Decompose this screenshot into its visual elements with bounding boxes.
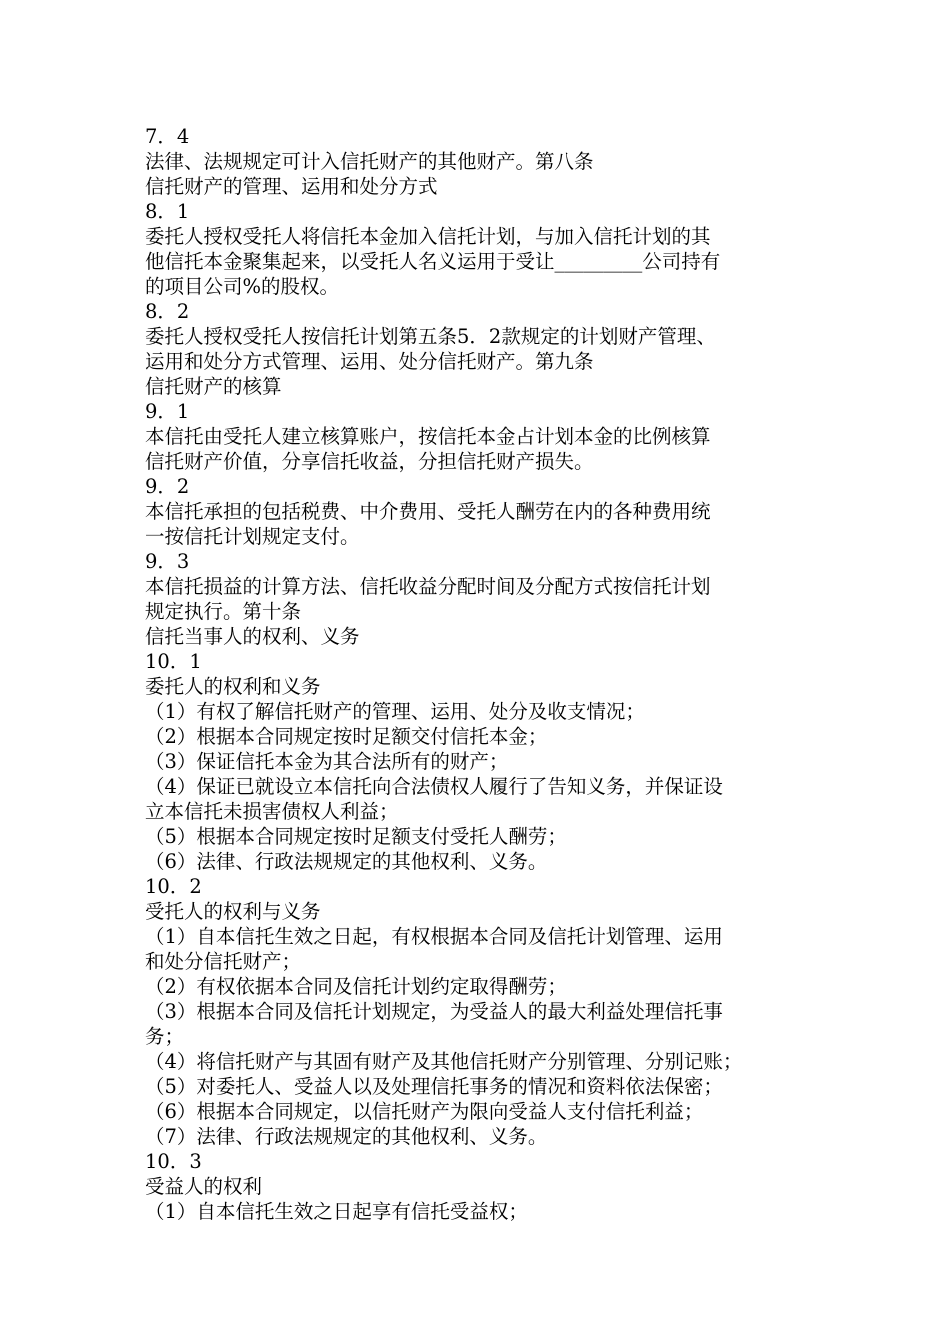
text-line: 本信托由受托人建立核算账户，按信托本金占计划本金的比例核算 xyxy=(145,425,711,448)
subsection-heading: 受益人的权利 xyxy=(145,1175,263,1198)
list-item: （5）根据本合同规定按时足额支付受托人酬劳； xyxy=(145,825,567,848)
list-item: 立本信托未损害债权人利益； xyxy=(145,800,399,823)
list-item: （1）自本信托生效之日起，有权根据本合同及信托计划管理、运用 xyxy=(145,925,723,948)
text-line: 委托人授权受托人按信托计划第五条5．2款规定的计划财产管理、 xyxy=(145,325,716,348)
section-heading: 信托财产的管理、运用和处分方式 xyxy=(145,175,438,198)
text-line: 规定执行。第十条 xyxy=(145,600,302,623)
clause-number: 8．1 xyxy=(145,200,190,223)
text-line: 信托财产价值，分享信托收益，分担信托财产损失。 xyxy=(145,450,594,473)
clause-number: 9．2 xyxy=(145,475,190,498)
clause-number: 8．2 xyxy=(145,300,190,323)
list-item: （1）有权了解信托财产的管理、运用、处分及收支情况； xyxy=(145,700,645,723)
clause-number: 7．4 xyxy=(145,125,190,148)
text-line: 他信托本金聚集起来，以受托人名义运用于受让_________公司持有 xyxy=(145,250,721,273)
list-item: 和处分信托财产； xyxy=(145,950,302,973)
list-item: （2）根据本合同规定按时足额交付信托本金； xyxy=(145,725,548,748)
document-page xyxy=(145,124,825,1224)
list-item: （2）有权依据本合同及信托计划约定取得酬劳； xyxy=(145,975,567,998)
list-item: （3）保证信托本金为其合法所有的财产； xyxy=(145,750,509,773)
clause-number: 9．1 xyxy=(145,400,190,423)
subsection-heading: 受托人的权利与义务 xyxy=(145,900,321,923)
list-item: （6）根据本合同规定，以信托财产为限向受益人支付信托利益； xyxy=(145,1100,704,1123)
list-item: （3）根据本合同及信托计划规定，为受益人的最大利益处理信托事 xyxy=(145,1000,723,1023)
text-line: 本信托损益的计算方法、信托收益分配时间及分配方式按信托计划 xyxy=(145,575,711,598)
list-item: （4）将信托财产与其固有财产及其他信托财产分别管理、分别记账； xyxy=(145,1050,743,1073)
list-item: （7）法律、行政法规规定的其他权利、义务。 xyxy=(145,1125,548,1148)
list-item: 务； xyxy=(145,1025,185,1048)
text-line: 的项目公司%的股权。 xyxy=(145,275,340,298)
section-heading: 信托财产的核算 xyxy=(145,375,282,398)
text-line: 法律、法规规定可计入信托财产的其他财产。第八条 xyxy=(145,150,594,173)
section-heading: 信托当事人的权利、义务 xyxy=(145,625,360,648)
list-item: （5）对委托人、受益人以及处理信托事务的情况和资料依法保密； xyxy=(145,1075,723,1098)
text-line: 委托人授权受托人将信托本金加入信托计划，与加入信托计划的其 xyxy=(145,225,711,248)
clause-number: 9．3 xyxy=(145,550,190,573)
text-line: 本信托承担的包括税费、中介费用、受托人酬劳在内的各种费用统 xyxy=(145,500,711,523)
clause-number: 10．3 xyxy=(145,1150,202,1173)
list-item: （1）自本信托生效之日起享有信托受益权； xyxy=(145,1200,528,1223)
subsection-heading: 委托人的权利和义务 xyxy=(145,675,321,698)
clause-number: 10．1 xyxy=(145,650,202,673)
list-item: （4）保证已就设立本信托向合法债权人履行了告知义务，并保证设 xyxy=(145,775,723,798)
list-item: （6）法律、行政法规规定的其他权利、义务。 xyxy=(145,850,548,873)
clause-number: 10．2 xyxy=(145,875,202,898)
text-line: 运用和处分方式管理、运用、处分信托财产。第九条 xyxy=(145,350,594,373)
text-line: 一按信托计划规定支付。 xyxy=(145,525,360,548)
